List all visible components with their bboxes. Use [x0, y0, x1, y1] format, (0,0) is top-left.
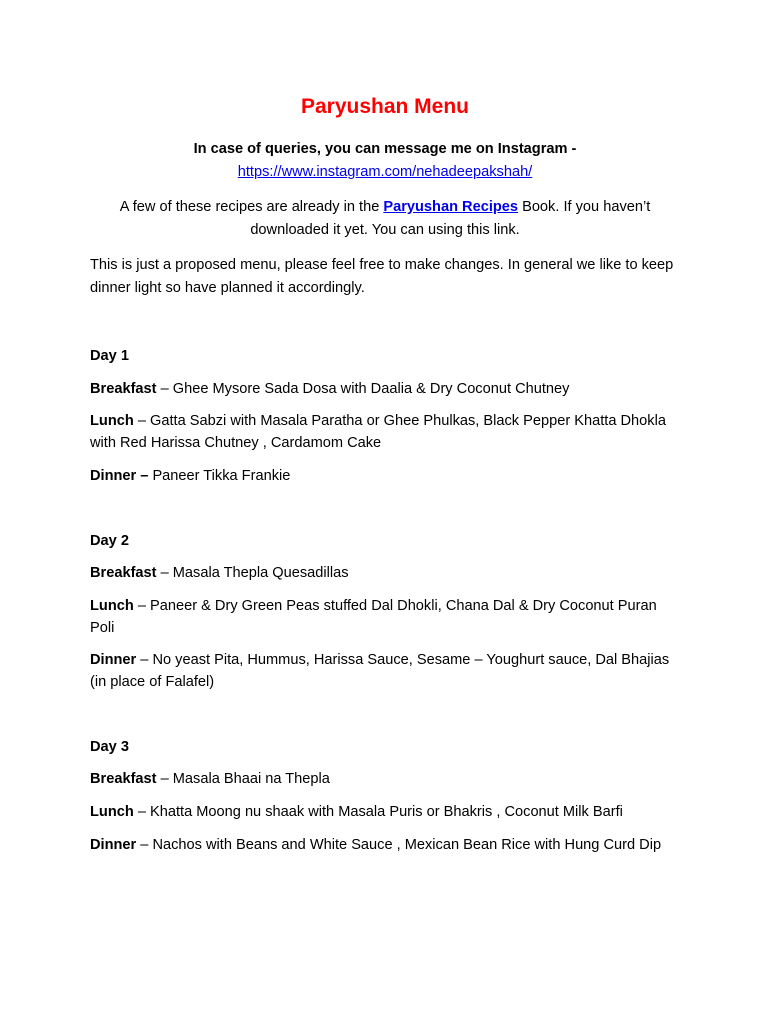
meal-separator: – — [136, 837, 153, 853]
intro-paragraph — [90, 196, 680, 242]
meal-label: Breakfast — [90, 381, 157, 397]
day-3-lunch — [90, 801, 680, 823]
meal-label: Dinner — [90, 837, 137, 853]
meal-separator: – — [133, 804, 151, 820]
day-2-breakfast — [90, 562, 680, 584]
meal-label: Lunch — [90, 598, 134, 614]
meal-label: Dinner — [90, 652, 137, 668]
instagram-link[interactable]: https://www.instagram.com/nehadeepakshah/ — [237, 164, 533, 180]
meal-text: No yeast Pita, Hummus, Harissa Sauce, Sesame – Youghurt sauce, Dal Bhajias (in place of Falafel) — [90, 652, 670, 690]
meal-label: Breakfast — [90, 771, 157, 787]
day-3-dinner — [90, 834, 680, 856]
meal-text: Nachos with Beans and White Sauce , Mexican Bean Rice with Hung Curd Dip — [152, 837, 662, 853]
meal-text: Gatta Sabzi with Masala Paratha or Ghee Phulkas, Black Pepper Khatta Dhokla with Red Harissa Chutney , Cardamom Cake — [90, 413, 666, 451]
proposal-paragraph: This is just a proposed menu, please feel free to make changes. In general we like to keep dinner light so have planned it accordingly. — [90, 257, 674, 296]
meal-separator: – — [133, 598, 151, 614]
day-2-dinner — [90, 649, 680, 693]
contact-paragraph — [90, 138, 680, 184]
meal-separator: – — [156, 381, 173, 397]
meal-text: Khatta Moong nu shaak with Masala Puris or Bhakris , Coconut Milk Barfi — [150, 804, 623, 820]
contact-text: In case of queries, you can message me on Instagram - — [193, 141, 577, 157]
page-title: Paryushan Menu — [300, 95, 470, 118]
day-2-lunch — [90, 595, 680, 639]
day-3-breakfast — [90, 768, 680, 790]
meal-separator: – — [133, 413, 151, 429]
meal-label: Breakfast — [90, 565, 157, 581]
meal-separator: – — [136, 652, 153, 668]
meal-text: Masala Bhaai na Thepla — [172, 771, 330, 787]
meal-text: Masala Thepla Quesadillas — [172, 565, 349, 581]
day-2-heading: Day 2 — [90, 533, 129, 549]
intro-text-after: Book. If you haven’t downloaded it yet. You can using this link. — [250, 199, 651, 238]
meal-text: Ghee Mysore Sada Dosa with Daalia & Dry Coconut Chutney — [172, 381, 570, 397]
meal-separator: – — [156, 565, 173, 581]
day-1-lunch — [90, 410, 680, 454]
paryushan-recipes-link[interactable]: Paryushan Recipes — [383, 199, 519, 215]
meal-separator: – — [156, 771, 173, 787]
intro-text-before: A few of these recipes are already in the — [119, 199, 384, 215]
day-1-breakfast — [90, 378, 680, 400]
day-1-heading: Day 1 — [90, 348, 129, 364]
meal-label: Lunch — [90, 413, 134, 429]
meal-text: Paneer Tikka Frankie — [152, 468, 291, 484]
day-1-dinner — [90, 465, 680, 487]
meal-label: Lunch — [90, 804, 134, 820]
meal-text: Paneer & Dry Green Peas stuffed Dal Dhokli, Chana Dal & Dry Coconut Puran Poli — [90, 598, 657, 636]
meal-label: Dinner – — [90, 468, 149, 484]
document-page — [90, 0, 680, 1024]
day-3-heading: Day 3 — [90, 739, 129, 755]
